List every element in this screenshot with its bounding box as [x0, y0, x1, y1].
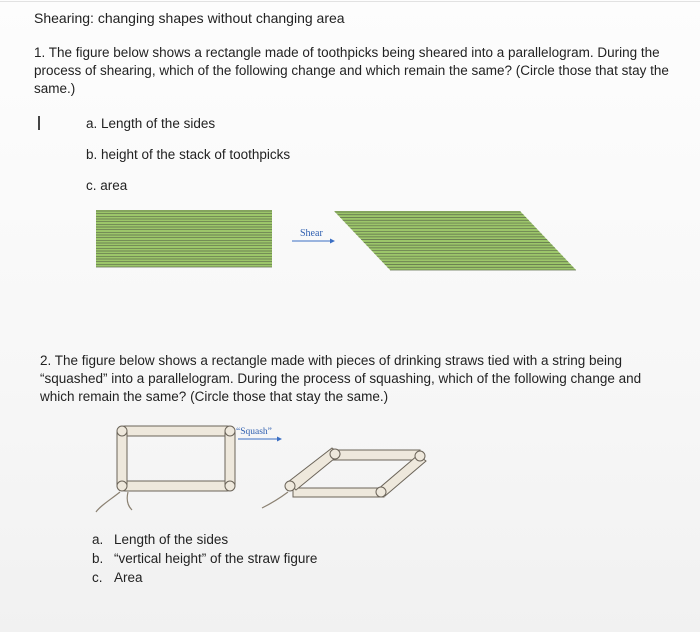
q2-option-b: [92, 550, 317, 568]
squash-arrow: [238, 437, 282, 442]
q2-option-a-text: Length of the sides: [114, 532, 229, 547]
q2-option-c-text: Area: [114, 570, 143, 585]
question-1-prompt: 1. The figure below shows a rectangle made of toothpicks being sheared into a parallelogram. During the process of shearing, which of the following change and which remain the same? (Circle those that stay the same.): [34, 45, 669, 96]
q2-option-a-marker: a.: [92, 532, 104, 547]
q2-option-b-text: “vertical height” of the straw figure: [114, 551, 318, 566]
string-tail-squashed: [262, 492, 288, 508]
q1-option-b: b. height of the stack of toothpicks: [86, 147, 291, 162]
shear-label: Shear: [300, 228, 323, 239]
q2-option-a: [92, 531, 228, 549]
string-tail-right: [127, 492, 132, 510]
q2-option-c: [92, 569, 143, 587]
squash-label: “Squash”: [236, 427, 272, 437]
q2-option-b-marker: b.: [92, 551, 104, 566]
q1-option-c: c. area: [86, 178, 128, 193]
worksheet-title: Shearing: changing shapes without changing area: [34, 10, 345, 26]
q1-option-a: a. Length of the sides: [86, 116, 216, 131]
straw-rectangle: [117, 426, 235, 491]
straw-parallelogram: [285, 448, 426, 497]
string-tail-left: [96, 492, 120, 512]
q2-option-c-marker: c.: [92, 570, 103, 585]
question-2-prompt: 2. The figure below shows a rectangle made with pieces of drinking straws tied with a string being “squashed” into a parallelogram. During the process of squashing, which of the following change and which remain the same? (Circle those that stay the same.): [40, 353, 642, 404]
